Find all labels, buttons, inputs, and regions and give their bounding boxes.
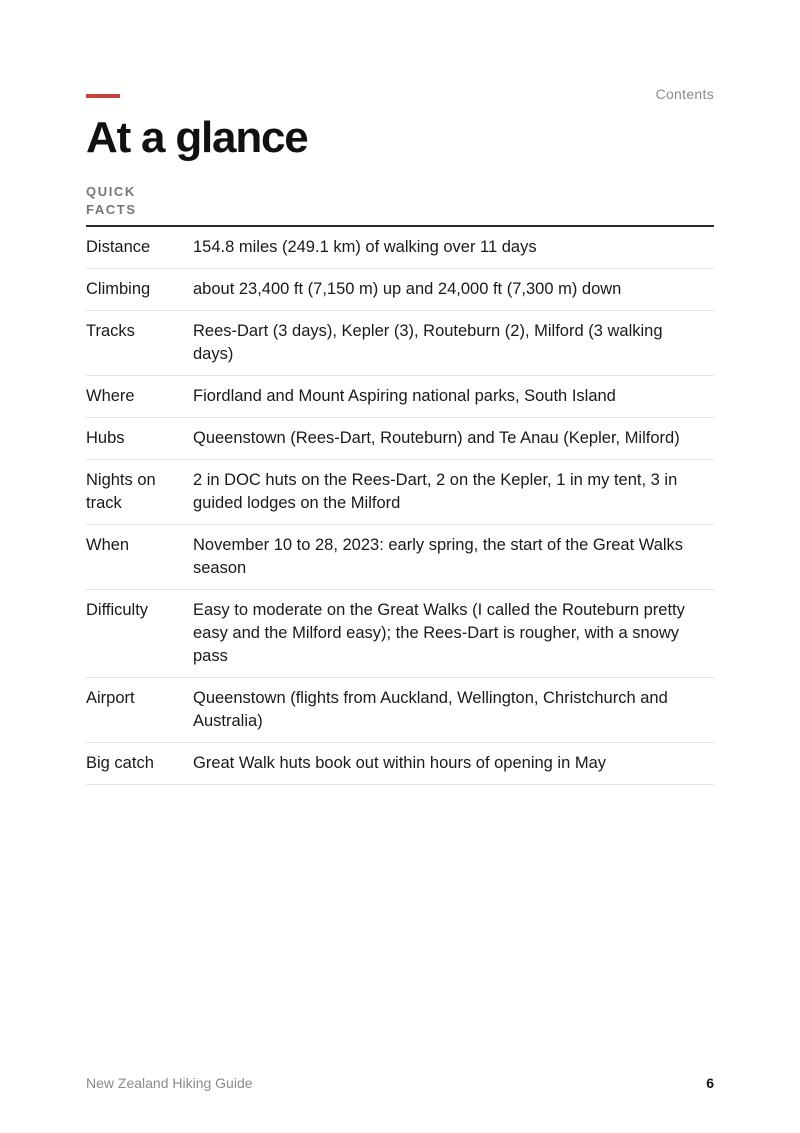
fact-key: Hubs	[86, 418, 193, 460]
fact-value: Fiordland and Mount Aspiring national parks, South Island	[193, 376, 714, 418]
table-row	[86, 311, 714, 376]
fact-key: Difficulty	[86, 590, 193, 678]
table-row	[86, 376, 714, 418]
fact-value: Great Walk huts book out within hours of opening in May	[193, 743, 714, 785]
table-row	[86, 226, 714, 269]
fact-key: When	[86, 525, 193, 590]
section-label: QUICK FACTS	[86, 184, 137, 217]
fact-value: Queenstown (Rees-Dart, Routeburn) and Te Anau (Kepler, Milford)	[193, 418, 714, 460]
table-row	[86, 418, 714, 460]
fact-key: Where	[86, 376, 193, 418]
fact-value: 154.8 miles (249.1 km) of walking over 11 days	[193, 226, 714, 269]
fact-key: Airport	[86, 678, 193, 743]
fact-value: 2 in DOC huts on the Rees-Dart, 2 on the Kepler, 1 in my tent, 3 in guided lodges on the Milford	[193, 460, 714, 525]
fact-value: Easy to moderate on the Great Walks (I called the Routeburn pretty easy and the Milford easy); the Rees-Dart is rougher, with a snowy pass	[193, 590, 714, 678]
accent-bar	[86, 94, 120, 98]
page-title: At a glance	[86, 113, 308, 162]
fact-key: Big catch	[86, 743, 193, 785]
contents-link[interactable]: Contents	[655, 86, 714, 102]
fact-value: Rees-Dart (3 days), Kepler (3), Routeburn (2), Milford (3 walking days)	[193, 311, 714, 376]
fact-value: about 23,400 ft (7,150 m) up and 24,000 ft (7,300 m) down	[193, 269, 714, 311]
fact-key: Climbing	[86, 269, 193, 311]
fact-key: Distance	[86, 226, 193, 269]
fact-key: Tracks	[86, 311, 193, 376]
fact-value: Queenstown (flights from Auckland, Wellington, Christchurch and Australia)	[193, 678, 714, 743]
table-row	[86, 460, 714, 525]
footer-guide-title: New Zealand Hiking Guide	[86, 1075, 253, 1091]
table-row	[86, 525, 714, 590]
fact-key: Nights on track	[86, 460, 193, 525]
table-row	[86, 590, 714, 678]
table-row	[86, 678, 714, 743]
table-row	[86, 269, 714, 311]
table-row	[86, 743, 714, 785]
page-number: 6	[706, 1075, 714, 1091]
fact-value: November 10 to 28, 2023: early spring, the start of the Great Walks season	[193, 525, 714, 590]
quick-facts-table	[86, 225, 714, 785]
